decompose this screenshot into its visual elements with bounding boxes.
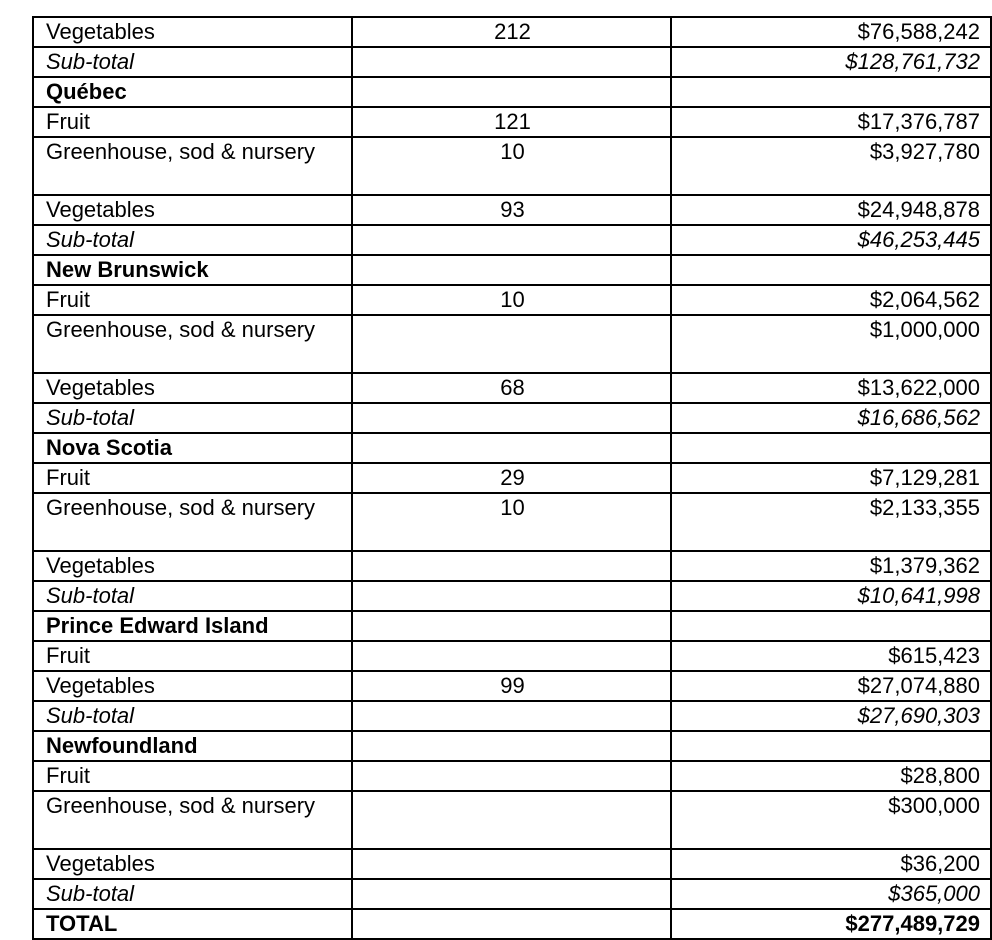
- row-amount: $28,800: [671, 761, 991, 791]
- row-count: 121: [352, 107, 671, 137]
- row-amount: $2,064,562: [671, 285, 991, 315]
- province-name: Newfoundland: [33, 731, 352, 761]
- row-amount: $27,690,303: [671, 701, 991, 731]
- subtotal-row: [33, 701, 991, 731]
- row-count: [352, 849, 671, 879]
- table-row: [33, 463, 991, 493]
- province-name: Nova Scotia: [33, 433, 352, 463]
- row-count: 93: [352, 195, 671, 225]
- row-count: [352, 611, 671, 641]
- row-amount: [671, 731, 991, 761]
- row-label: Fruit: [33, 761, 352, 791]
- row-amount: $27,074,880: [671, 671, 991, 701]
- row-label: Vegetables: [33, 551, 352, 581]
- total-label: TOTAL: [33, 909, 352, 939]
- province-name: Prince Edward Island: [33, 611, 352, 641]
- row-label: Sub-total: [33, 701, 352, 731]
- row-amount: $1,379,362: [671, 551, 991, 581]
- table-row: [33, 551, 991, 581]
- row-amount: $13,622,000: [671, 373, 991, 403]
- table-body: [33, 17, 991, 939]
- row-amount: $76,588,242: [671, 17, 991, 47]
- table-row: [33, 195, 991, 225]
- row-count: [352, 77, 671, 107]
- province-heading-row: [33, 433, 991, 463]
- row-label: Greenhouse, sod & nursery: [33, 137, 352, 195]
- row-amount: $615,423: [671, 641, 991, 671]
- row-label: Fruit: [33, 641, 352, 671]
- table-row: [33, 137, 991, 195]
- table-row: [33, 791, 991, 849]
- row-amount: $10,641,998: [671, 581, 991, 611]
- row-count: [352, 581, 671, 611]
- table-row: [33, 107, 991, 137]
- row-count: 10: [352, 137, 671, 195]
- row-amount: $17,376,787: [671, 107, 991, 137]
- row-amount: [671, 433, 991, 463]
- row-amount: $3,927,780: [671, 137, 991, 195]
- row-label: Greenhouse, sod & nursery: [33, 791, 352, 849]
- row-count: [352, 909, 671, 939]
- row-amount: [671, 255, 991, 285]
- subtotal-row: [33, 879, 991, 909]
- row-count: [352, 879, 671, 909]
- row-label: Vegetables: [33, 17, 352, 47]
- table-row: [33, 285, 991, 315]
- table-row: [33, 493, 991, 551]
- table-row: [33, 761, 991, 791]
- row-label: Sub-total: [33, 47, 352, 77]
- row-count: [352, 731, 671, 761]
- table-row: [33, 17, 991, 47]
- row-label: Sub-total: [33, 879, 352, 909]
- row-amount: $2,133,355: [671, 493, 991, 551]
- subtotal-row: [33, 225, 991, 255]
- subtotal-row: [33, 403, 991, 433]
- row-count: 10: [352, 493, 671, 551]
- data-table: [32, 16, 992, 940]
- row-label: Vegetables: [33, 373, 352, 403]
- row-label: Sub-total: [33, 225, 352, 255]
- row-amount: $24,948,878: [671, 195, 991, 225]
- row-label: Greenhouse, sod & nursery: [33, 315, 352, 373]
- row-count: 29: [352, 463, 671, 493]
- subtotal-row: [33, 581, 991, 611]
- row-label: Fruit: [33, 463, 352, 493]
- province-name: New Brunswick: [33, 255, 352, 285]
- row-count: [352, 791, 671, 849]
- row-amount: $7,129,281: [671, 463, 991, 493]
- table-row: [33, 315, 991, 373]
- row-count: [352, 761, 671, 791]
- row-count: [352, 47, 671, 77]
- province-heading-row: [33, 255, 991, 285]
- row-count: [352, 315, 671, 373]
- row-count: 10: [352, 285, 671, 315]
- province-heading-row: [33, 611, 991, 641]
- row-count: [352, 641, 671, 671]
- row-label: Vegetables: [33, 671, 352, 701]
- province-heading-row: [33, 731, 991, 761]
- province-name: Québec: [33, 77, 352, 107]
- row-count: [352, 255, 671, 285]
- row-label: Fruit: [33, 107, 352, 137]
- row-label: Vegetables: [33, 849, 352, 879]
- row-count: 212: [352, 17, 671, 47]
- table-row: [33, 641, 991, 671]
- table-row: [33, 671, 991, 701]
- row-count: [352, 433, 671, 463]
- row-count: 68: [352, 373, 671, 403]
- row-count: [352, 551, 671, 581]
- row-count: [352, 403, 671, 433]
- row-label: Greenhouse, sod & nursery: [33, 493, 352, 551]
- row-label: Vegetables: [33, 195, 352, 225]
- row-count: [352, 701, 671, 731]
- row-amount: $300,000: [671, 791, 991, 849]
- row-label: Sub-total: [33, 403, 352, 433]
- row-amount: $1,000,000: [671, 315, 991, 373]
- row-count: [352, 225, 671, 255]
- row-amount: $36,200: [671, 849, 991, 879]
- province-heading-row: [33, 77, 991, 107]
- table-row: [33, 373, 991, 403]
- row-amount: $128,761,732: [671, 47, 991, 77]
- row-amount: $16,686,562: [671, 403, 991, 433]
- table-row: [33, 849, 991, 879]
- row-amount: $46,253,445: [671, 225, 991, 255]
- row-amount: [671, 77, 991, 107]
- subtotal-row: [33, 47, 991, 77]
- row-label: Sub-total: [33, 581, 352, 611]
- row-amount: [671, 611, 991, 641]
- row-amount: $365,000: [671, 879, 991, 909]
- total-row: [33, 909, 991, 939]
- row-label: Fruit: [33, 285, 352, 315]
- row-count: 99: [352, 671, 671, 701]
- total-amount: $277,489,729: [671, 909, 991, 939]
